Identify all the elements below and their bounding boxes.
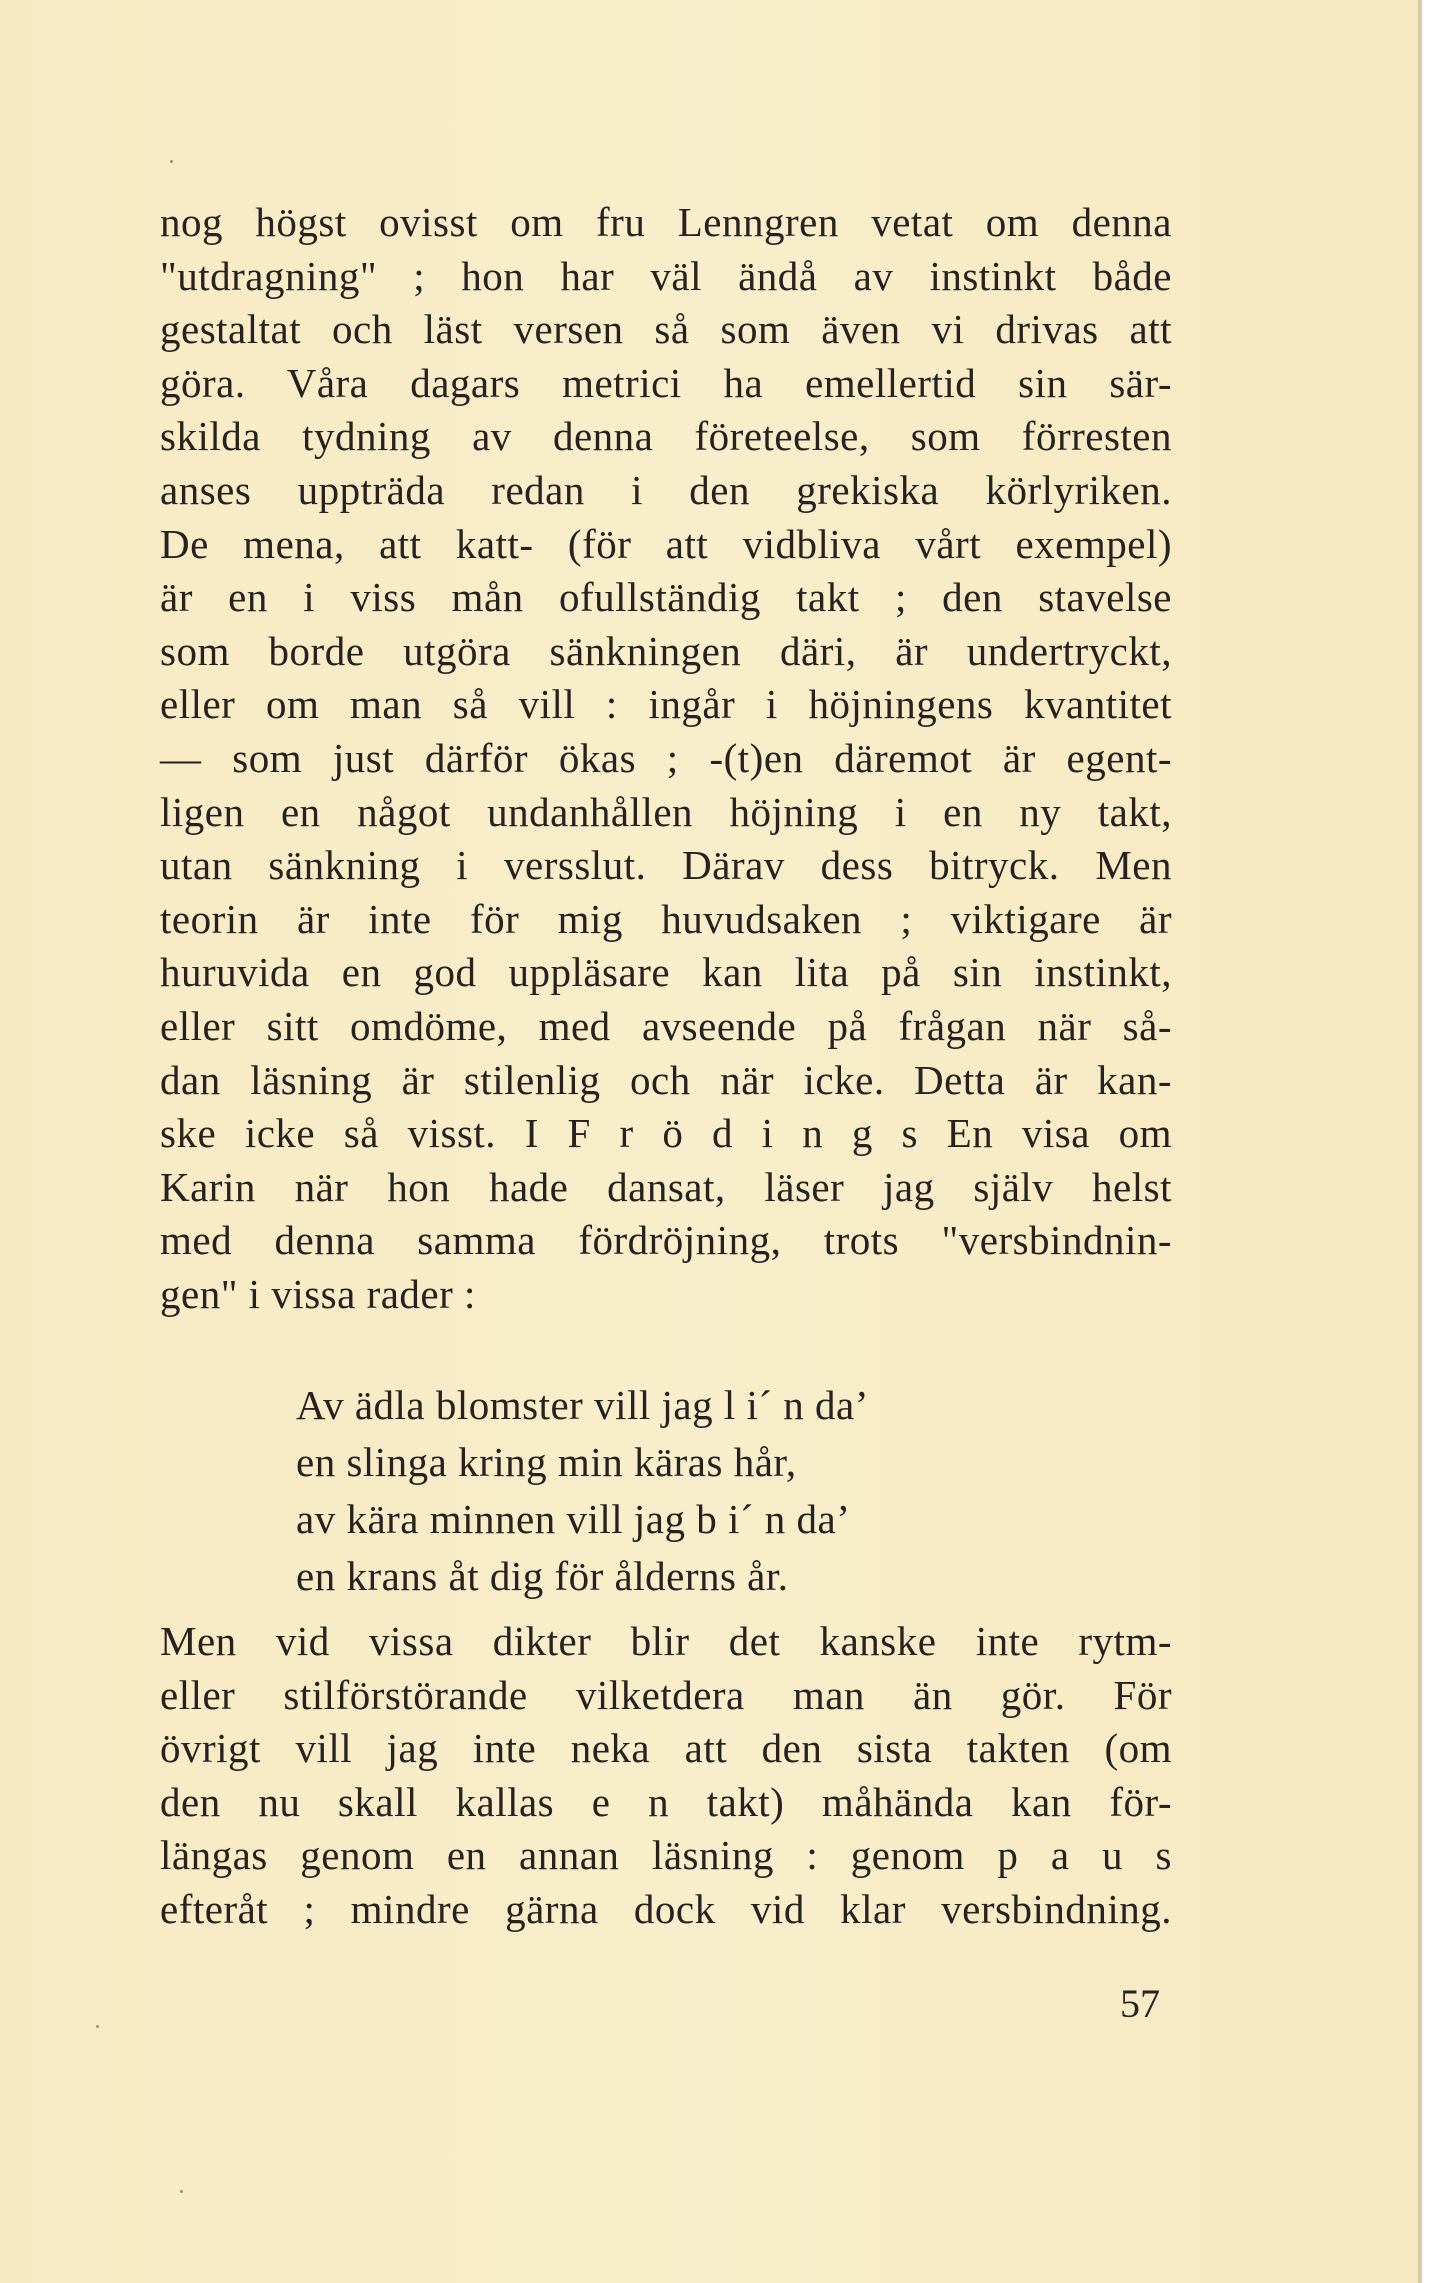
text-line: De mena, att katt- (för att vidbliva vårt exempel) <box>160 520 1172 567</box>
text-line: anses uppträda redan i den grekiska körlyriken. <box>160 466 1172 513</box>
text-line: ske icke så visst. I F r ö d i n g s En visa om <box>160 1110 1172 1157</box>
text-line: som borde utgöra sänkningen däri, är undertryckt, <box>160 627 1172 674</box>
verse-quote <box>296 1377 869 1605</box>
verse-line: en slinga kring min käras hår, <box>296 1439 797 1485</box>
paper-speck <box>170 160 173 163</box>
text-line: gestaltat och läst versen så som även vi drivas att <box>160 306 1172 353</box>
text-line: efteråt ; mindre gärna dock vid klar versbindning. <box>160 1885 1172 1932</box>
text-line: skilda tydning av denna företeelse, som förresten <box>160 413 1172 460</box>
text-line: — som just därför ökas ; -(t)en däremot är egent- <box>160 734 1172 781</box>
text-line: längas genom en annan läsning : genom p a u s <box>160 1832 1172 1878</box>
text-line: eller sitt omdöme, med avseende på frågan när så- <box>160 1002 1172 1049</box>
text-line: teorin är inte för mig huvudsaken ; viktigare är <box>160 895 1172 942</box>
page-edge <box>1418 0 1422 2283</box>
verse-line: en krans åt dig för ålderns år. <box>296 1553 789 1599</box>
text-line: med denna samma fördröjning, trots "versbindnin- <box>160 1217 1172 1264</box>
paragraph-1 <box>160 196 1172 1321</box>
text-line: övrigt vill jag inte neka att den sista takten (om <box>160 1725 1172 1771</box>
text-line: den nu skall kallas e n takt) måhända kan för- <box>160 1778 1172 1825</box>
text-line: "utdragning" ; hon har väl ändå av instinkt både <box>160 252 1172 299</box>
text-line: Karin när hon hade dansat, läser jag själv helst <box>160 1163 1172 1210</box>
text-line: ligen en något undanhållen höjning i en ny takt, <box>160 788 1172 835</box>
verse-line: Av ädla blomster vill jag l i´ n da’ <box>296 1382 869 1428</box>
page-number: 57 <box>1120 1981 1160 2026</box>
text-line: huruvida en god uppläsare kan lita på sin instinkt, <box>160 949 1172 996</box>
text-line: nog högst ovisst om fru Lenngren vetat om denna <box>160 199 1172 245</box>
text-line: eller om man så vill : ingår i höjningens kvantitet <box>160 681 1172 728</box>
paper-speck <box>180 2190 183 2193</box>
text-line: utan sänkning i versslut. Därav dess bitryck. Men <box>160 842 1172 889</box>
text-line: är en i viss mån ofullständig takt ; den stavelse <box>160 574 1172 621</box>
paper-speck <box>96 2025 99 2028</box>
text-line: göra. Våra dagars metrici ha emellertid sin sär- <box>160 359 1172 406</box>
text-line: gen" i vissa rader : <box>160 1270 476 1317</box>
text-line: dan läsning är stilenlig och när icke. Detta är kan- <box>160 1056 1172 1103</box>
text-line: Men vid vissa dikter blir det kanske inte rytm- <box>160 1618 1172 1664</box>
paragraph-2 <box>160 1615 1172 1936</box>
verse-line: av kära minnen vill jag b i´ n da’ <box>296 1496 851 1542</box>
text-line: eller stilförstörande vilketdera man än gör. För <box>160 1671 1172 1718</box>
